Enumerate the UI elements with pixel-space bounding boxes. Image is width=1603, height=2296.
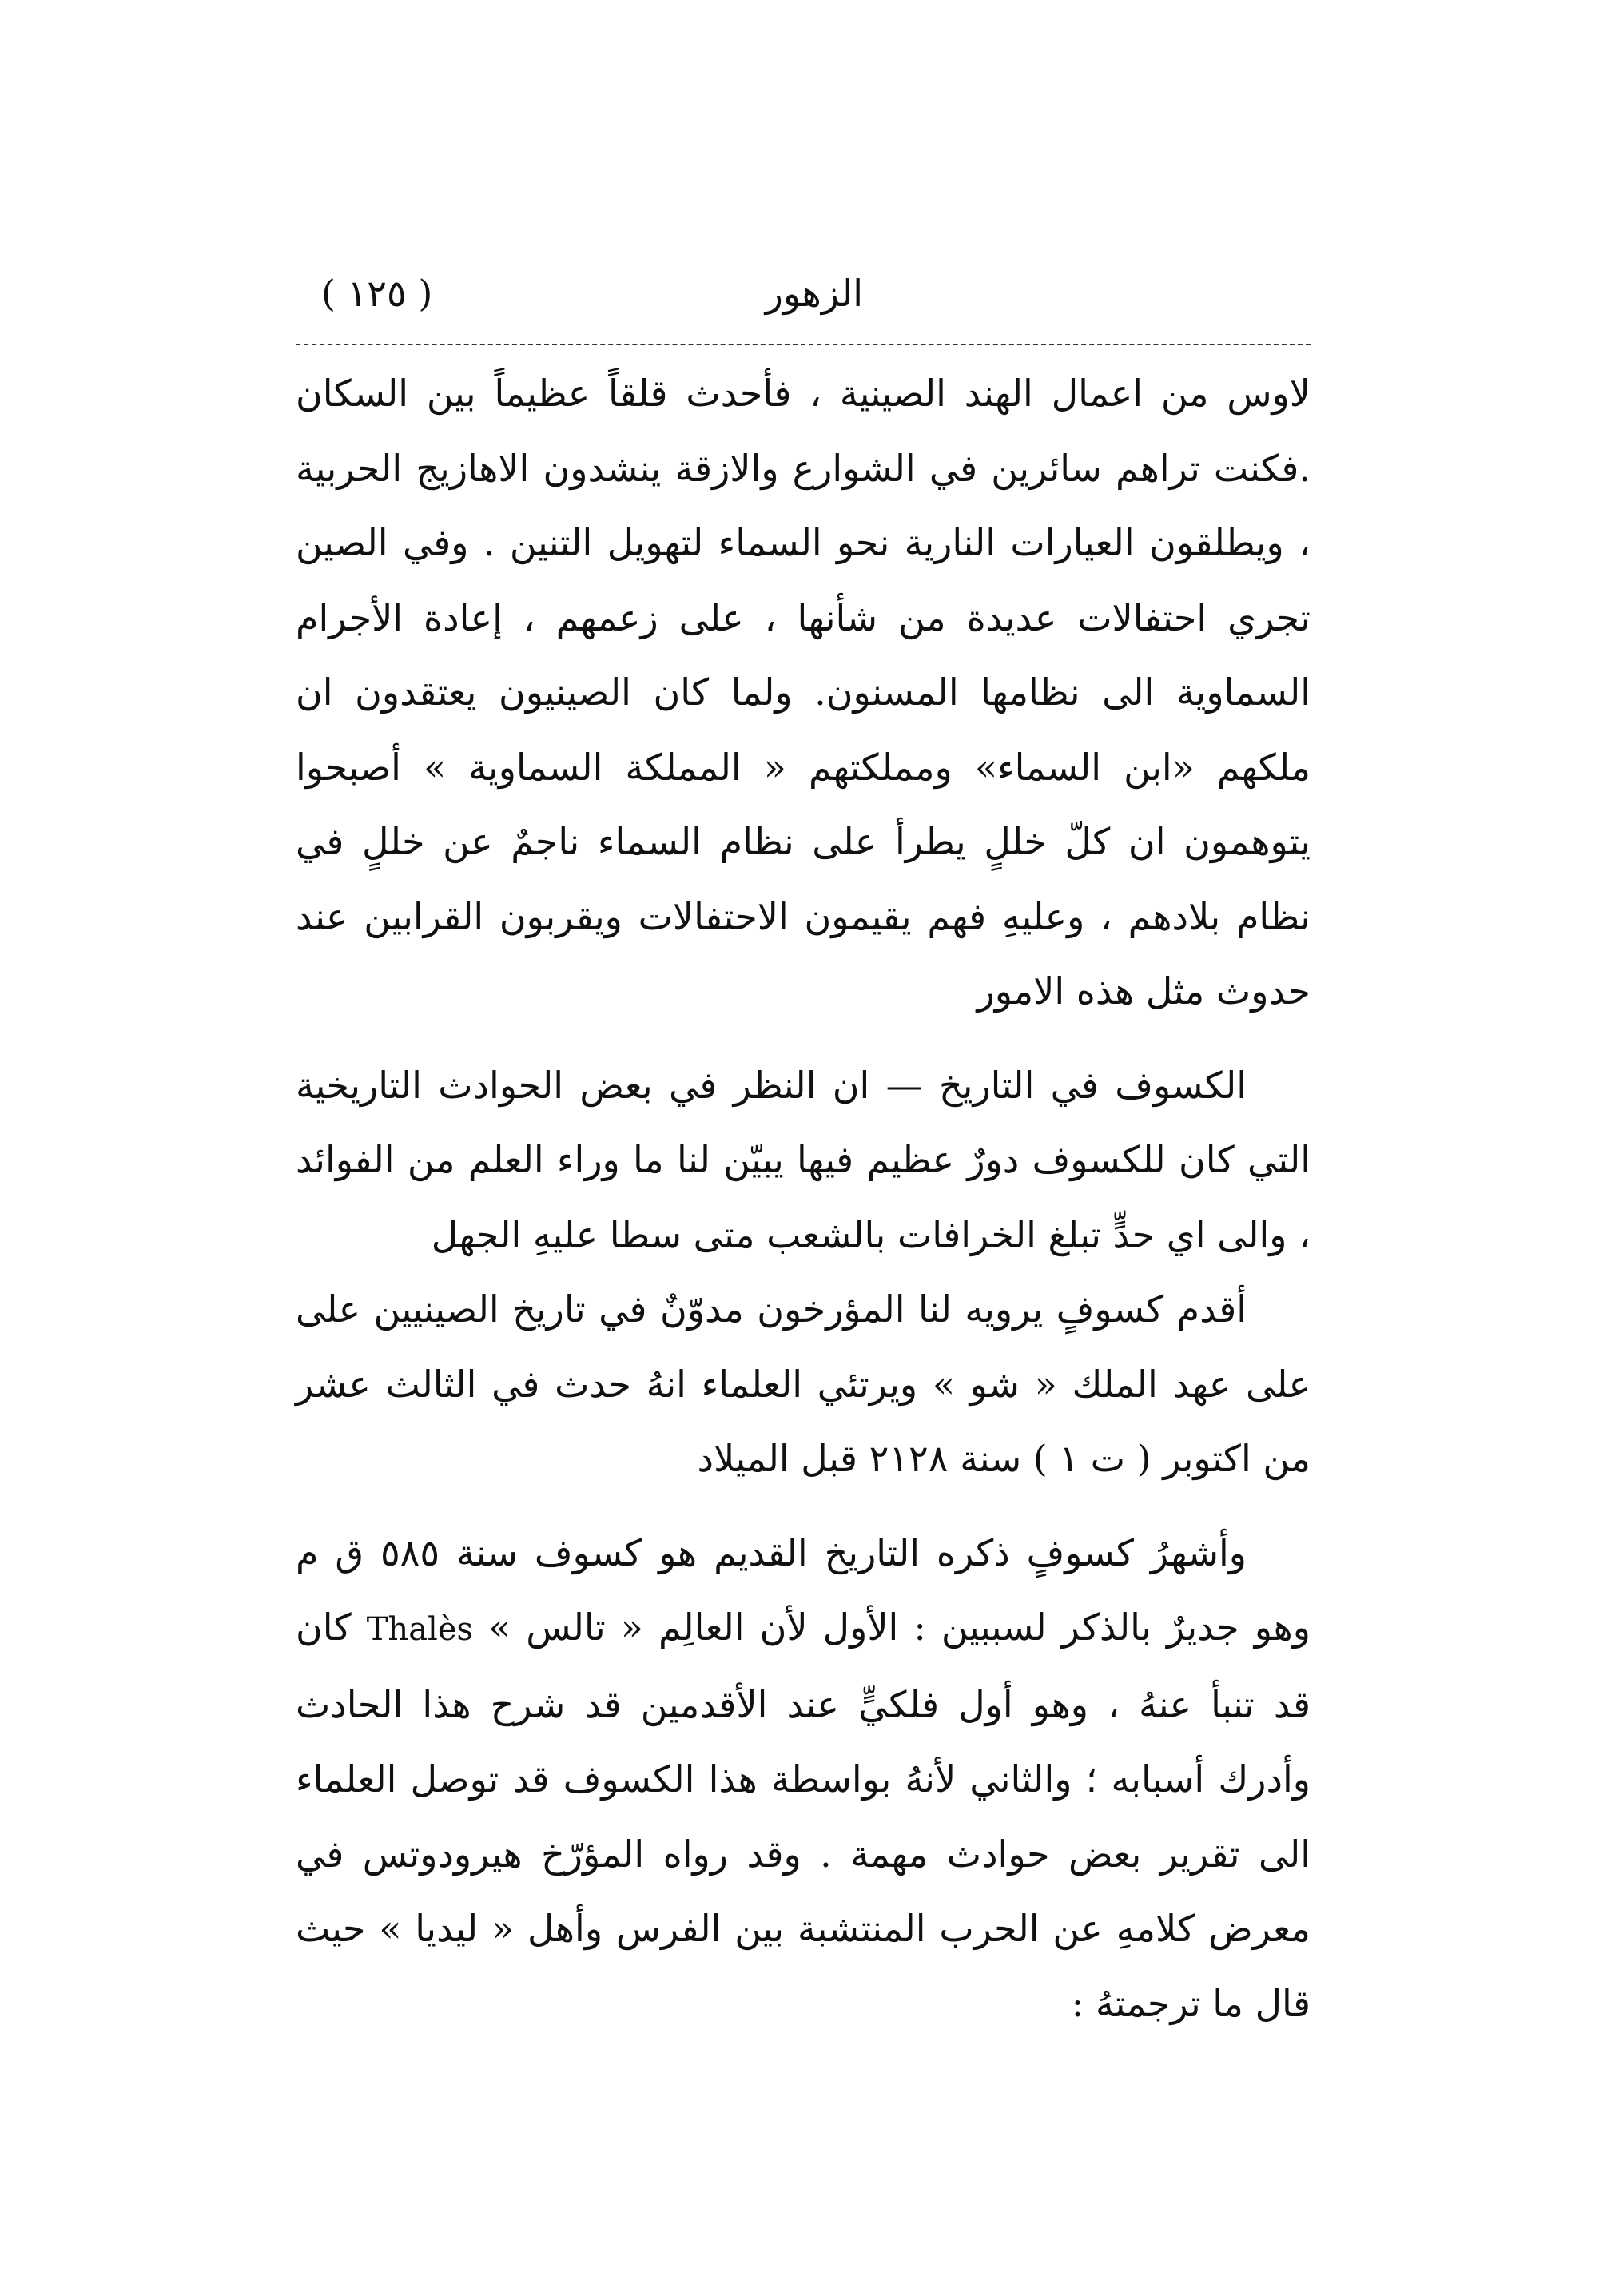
running-title: الزهور: [765, 272, 863, 315]
paragraph-4-famous-eclipse: [296, 1516, 1311, 2042]
page-number: ( ١٢٥ ): [321, 272, 433, 315]
paragraph-4-text-before: وأشهرُ كسوفٍ ذكره التاريخ القديم هو كسوف سنة ٥٨٥ ق م وهو جديرٌ بالذكر لسببين : الأول لأن العالِم « تالس »: [296, 1530, 1311, 1649]
book-page: [296, 264, 1311, 2102]
paragraph-3-oldest-eclipse: أقدم كسوفٍ يرويه لنا المؤرخون مدوّنٌ في تاريخ الصينيين على على عهد الملك « شو » ويرتئي العلماء انهُ حدث في الثالث عشر من اكتوبر ( ت ١ ) سنة ٢١٢٨ قبل الميلاد: [296, 1287, 1311, 1480]
running-head: [296, 264, 1311, 344]
paragraph-4-text-after: كان قد تنبأ عنهُ ، وهو أول فلكيٍّ عند الأقدمين قد شرح هذا الحادث وأدرك أسبابه ؛ والثاني لأنهُ بواسطة هذا الكسوف قد توصل العلماء الى تقرير بعض حوادث مهمة . وقد رواه المؤرّخ هيرودوتس في معرض كلامهِ عن الحرب المنتشبة بين الفرس وأهل « ليديا » حيث قال ما ترجمتهُ :: [296, 1606, 1311, 2025]
header-rule: [296, 344, 1311, 345]
paragraph-1: لاوس من اعمال الهند الصينية ، فأحدث قلقاً عظيماً بين السكان .فكنت تراهم سائرين في الشوارع والازقة ينشدون الاهازيج الحربية ، ويطلقون العيارات النارية نحو السماء لتهويل التنين . وفي الصين تجري احتفالات عديدة من شأنها ، على زعمهم ، إعادة الأجرام السماوية الى نظامها المسنون. ولما كان الصينيون يعتقدون ان ملكهم «ابن السماء» ومملكتهم « المملكة السماوية » أصبحوا يتوهمون ان كلّ خللٍ يطرأ على نظام السماء ناجمٌ عن خللٍ في نظام بلادهم ، وعليهِ فهم يقيمون الاحتفالات ويقربون القرابين عند حدوث مثل هذه الامور: [296, 372, 1311, 1013]
thales-latin-name: Thalès: [366, 1611, 474, 1648]
paragraph-2-eclipse-in-history: الكسوف في التاريخ — ان النظر في بعض الحوادث التاريخية التي كان للكسوف دورٌ عظيم فيها يبيّن لنا ما وراء العلم من الفوائد ، والى اي حدٍّ تبلغ الخرافات بالشعب متى سطا عليهِ الجهل: [296, 1063, 1311, 1256]
